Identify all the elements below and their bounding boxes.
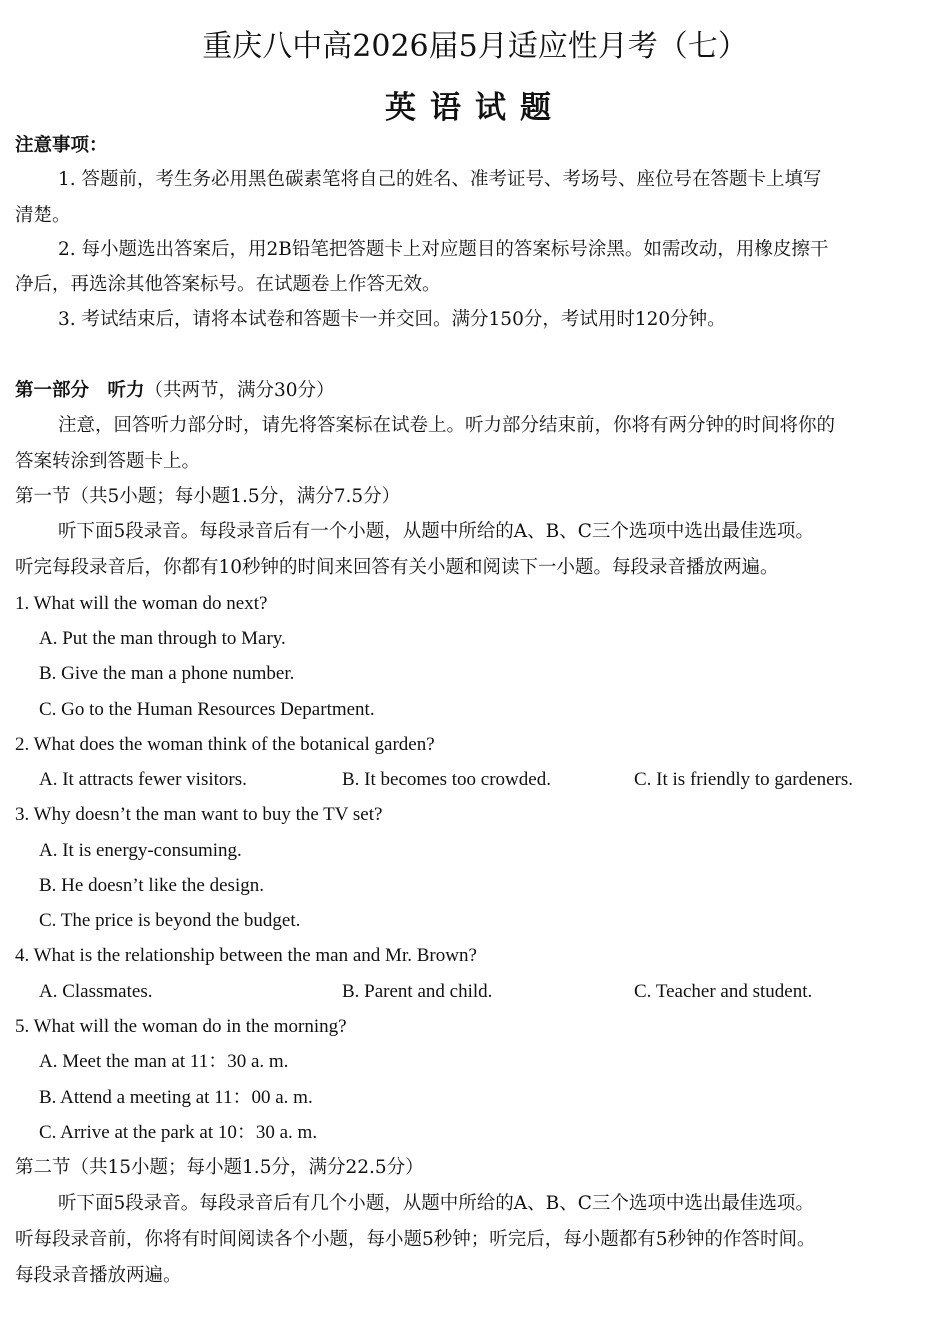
question-4-option-a: A. Classmates. xyxy=(39,981,153,1002)
notice-heading: 注意事项： xyxy=(15,135,108,156)
question-1-option-b: B. Give the man a phone number. xyxy=(39,663,295,684)
section2-instr-line-1: 听下面5段录音。每段录音后有几个小题，从题中所给的A、B、C三个选项中选出最佳选项。 xyxy=(58,1193,814,1214)
question-5-option-c: C. Arrive at the park at 10：30 a. m. xyxy=(39,1122,318,1143)
part1-note-line-2: 答案转涂到答题卡上。 xyxy=(15,451,201,472)
part1-title-score: （共两节，满分30分） xyxy=(144,380,335,401)
section1-instr-line-1: 听下面5段录音。每段录音后有一个小题，从题中所给的A、B、C三个选项中选出最佳选项。 xyxy=(58,521,814,542)
notice-item-2-line-1: 2. 每小题选出答案后，用2B铅笔把答题卡上对应题目的答案标号涂黑。如需改动，用橡皮擦干 xyxy=(58,239,829,260)
question-1-option-a: A. Put the man through to Mary. xyxy=(39,628,286,649)
section2-instr-line-2: 听每段录音前，你将有时间阅读各个小题，每小题5秒钟；听完后，每小题都有5秒钟的作答时间。 xyxy=(15,1229,816,1250)
part1-title-main: 第一部分 听力 xyxy=(15,380,145,401)
section1-instr-line-2: 听完每段录音后，你都有10秒钟的时间来回答有关小题和阅读下一小题。每段录音播放两遍。 xyxy=(15,557,779,578)
notice-item-3: 3. 考试结束后，请将本试卷和答题卡一并交回。满分150分，考试用时120分钟。 xyxy=(58,309,726,330)
question-2-option-c: C. It is friendly to gardeners. xyxy=(634,769,853,790)
part1-title xyxy=(15,379,335,403)
notice-item-1-line-2: 清楚。 xyxy=(15,205,71,226)
question-3-option-b: B. He doesn’t like the design. xyxy=(39,875,264,896)
exam-title: 重庆八中高2026届5月适应性月考（七） xyxy=(202,29,748,64)
question-1-option-c: C. Go to the Human Resources Department. xyxy=(39,699,375,720)
question-3-option-a: A. It is energy-consuming. xyxy=(39,840,242,861)
question-2-option-a: A. It attracts fewer visitors. xyxy=(39,769,247,790)
question-3-option-c: C. The price is beyond the budget. xyxy=(39,910,301,931)
question-4-stem: 4. What is the relationship between the man and Mr. Brown? xyxy=(15,945,477,966)
notice-item-2-line-2: 净后，再选涂其他答案标号。在试题卷上作答无效。 xyxy=(15,274,441,295)
question-2-option-b: B. It becomes too crowded. xyxy=(342,769,551,790)
question-4-option-c: C. Teacher and student. xyxy=(634,981,813,1002)
section1-title: 第一节（共5小题；每小题1.5分，满分7.5分） xyxy=(15,486,401,507)
subject-title: 英语试题 xyxy=(385,90,565,126)
question-4-option-b: B. Parent and child. xyxy=(342,981,493,1002)
notice-item-1-line-1: 1. 答题前，考生务必用黑色碳素笔将自己的姓名、准考证号、考场号、座位号在答题卡上填写 xyxy=(58,169,822,190)
section2-instr-line-3: 每段录音播放两遍。 xyxy=(15,1265,182,1286)
question-3-stem: 3. Why doesn’t the man want to buy the TV set? xyxy=(15,804,383,825)
question-5-option-a: A. Meet the man at 11：30 a. m. xyxy=(39,1051,289,1072)
section2-title: 第二节（共15小题；每小题1.5分，满分22.5分） xyxy=(15,1157,424,1178)
question-1-stem: 1. What will the woman do next? xyxy=(15,593,268,614)
question-5-stem: 5. What will the woman do in the morning? xyxy=(15,1016,347,1037)
question-5-option-b: B. Attend a meeting at 11：00 a. m. xyxy=(39,1087,313,1108)
part1-note-line-1: 注意，回答听力部分时，请先将答案标在试卷上。听力部分结束前，你将有两分钟的时间将你的 xyxy=(58,415,836,436)
question-2-stem: 2. What does the woman think of the botanical garden? xyxy=(15,734,435,755)
